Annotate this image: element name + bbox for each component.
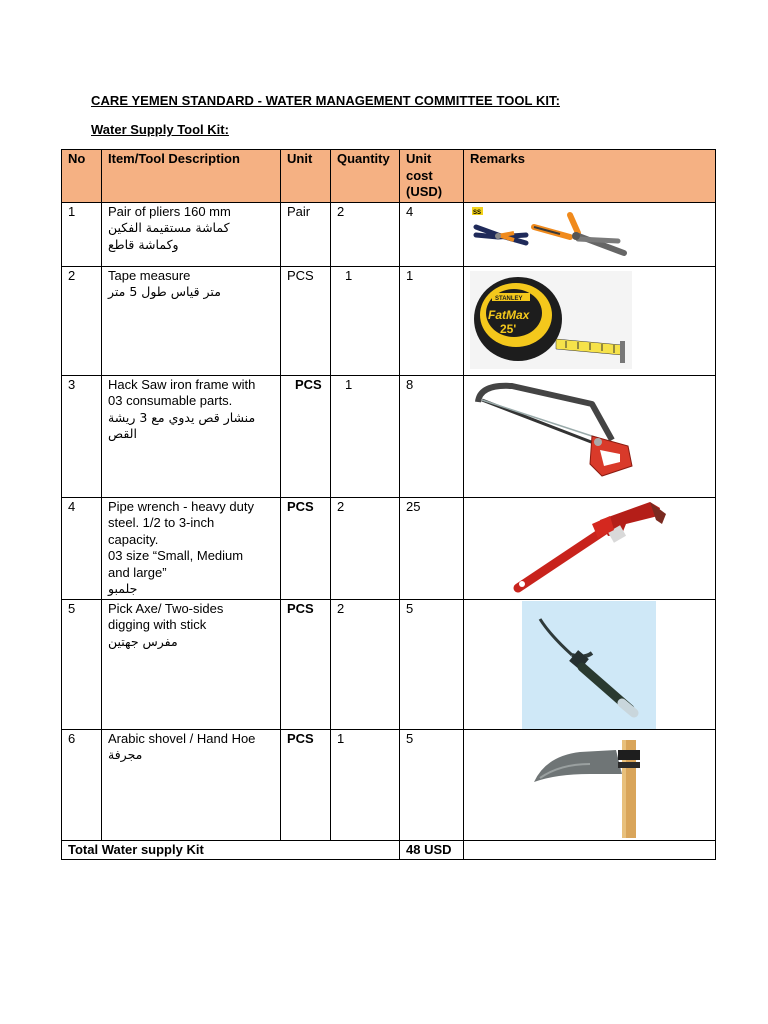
row-quantity: 2 (331, 497, 400, 599)
description-line: 03 size “Small, Medium (108, 548, 244, 563)
row-unit: PCS (281, 599, 331, 729)
description-arabic: كماشة مستقيمة الفكين (108, 220, 230, 235)
row-unit: PCS (281, 375, 331, 497)
pliers-icon (468, 205, 634, 263)
tape-brand-size: 25' (500, 321, 517, 336)
row-unit-cost: 5 (400, 599, 464, 729)
row-remarks-image (464, 599, 716, 729)
row-unit: PCS (281, 729, 331, 840)
row-unit-cost: 4 (400, 202, 464, 266)
description-line: Pick Axe/ Two-sides (108, 600, 224, 616)
description-arabic: متر قياس طول 5 متر (108, 284, 221, 299)
document-title: CARE YEMEN STANDARD - WATER MANAGEMENT COMMITTEE TOOL KIT: (91, 93, 560, 108)
row-no: 4 (62, 497, 102, 599)
table-row (62, 266, 716, 375)
row-description (102, 497, 281, 599)
row-description (102, 266, 281, 375)
description-line: Pipe wrench - heavy duty (108, 498, 254, 514)
row-unit-cost: 25 (400, 497, 464, 599)
row-no: 6 (62, 729, 102, 840)
description-line: digging with stick (108, 617, 207, 632)
description-arabic: وكماشة قاطع (108, 236, 179, 252)
description-line: and large” (108, 564, 167, 580)
header-unit-cost-line: Unit (406, 151, 432, 166)
row-description (102, 599, 281, 729)
row-quantity: 1 (331, 729, 400, 840)
row-description (102, 729, 281, 840)
hand-hoe-icon (530, 734, 648, 838)
description-line: Tape measure (108, 267, 191, 283)
hacksaw-icon (472, 380, 638, 484)
row-unit: PCS (281, 497, 331, 599)
description-arabic: مجرفة (108, 747, 143, 762)
header-unit-cost-line: cost (406, 167, 433, 183)
header-item: Item/Tool Description (102, 150, 281, 203)
row-unit-cost: 5 (400, 729, 464, 840)
description-arabic: القص (108, 426, 137, 441)
description-line: 03 consumable parts. (108, 393, 233, 408)
header-unit-cost (400, 150, 464, 203)
total-remarks (464, 840, 716, 860)
row-remarks-image (464, 497, 716, 599)
header-quantity: Quantity (331, 150, 400, 203)
description-line: steel. 1/2 to 3-inch (108, 515, 215, 530)
row-description (102, 202, 281, 266)
document-subtitle: Water Supply Tool Kit: (91, 122, 229, 137)
table-row (62, 599, 716, 729)
row-no: 1 (62, 202, 102, 266)
row-quantity: 1 (331, 375, 400, 497)
table-row (62, 729, 716, 840)
total-value: 48 USD (400, 840, 464, 860)
row-unit: PCS (281, 266, 331, 375)
table-row (62, 202, 716, 266)
table-header-row (62, 150, 716, 203)
description-arabic: مفرس جهتين (108, 633, 178, 649)
row-unit: Pair (281, 202, 331, 266)
row-remarks-image (464, 202, 716, 266)
row-unit-cost: 8 (400, 375, 464, 497)
pick-axe-icon (522, 601, 656, 729)
header-no: No (62, 150, 102, 203)
description-line: Hack Saw iron frame with (108, 376, 256, 392)
table-row (62, 375, 716, 497)
row-remarks-image (464, 729, 716, 840)
row-unit-cost: 1 (400, 266, 464, 375)
description-line: Arabic shovel / Hand Hoe (108, 730, 256, 746)
row-no: 5 (62, 599, 102, 729)
description-line: Pair of pliers 160 mm (108, 203, 231, 219)
description-arabic: منشار قص يدوي مع 3 ريشة (108, 409, 256, 425)
row-description (102, 375, 281, 497)
row-quantity: 2 (331, 599, 400, 729)
header-unit-cost-line: (USD) (406, 184, 443, 199)
pliers-brand-label: SS (473, 209, 482, 216)
row-remarks-image (464, 375, 716, 497)
row-remarks-image (464, 266, 716, 375)
row-quantity: 2 (331, 202, 400, 266)
description-line: capacity. (108, 531, 159, 547)
total-label: Total Water supply Kit (62, 840, 400, 860)
row-no: 2 (62, 266, 102, 375)
description-arabic: جلمبو (108, 581, 138, 596)
pipe-wrench-icon (510, 497, 670, 596)
header-unit: Unit (281, 150, 331, 203)
tape-measure-icon (470, 271, 632, 369)
tape-brand-stanley: STANLEY (495, 295, 523, 302)
table-row (62, 497, 716, 599)
row-no: 3 (62, 375, 102, 497)
row-quantity: 1 (331, 266, 400, 375)
table-total-row (62, 840, 716, 860)
tape-brand-fatmax: FatMax (488, 307, 530, 322)
header-remarks: Remarks (464, 150, 716, 203)
tool-kit-table (61, 149, 716, 860)
